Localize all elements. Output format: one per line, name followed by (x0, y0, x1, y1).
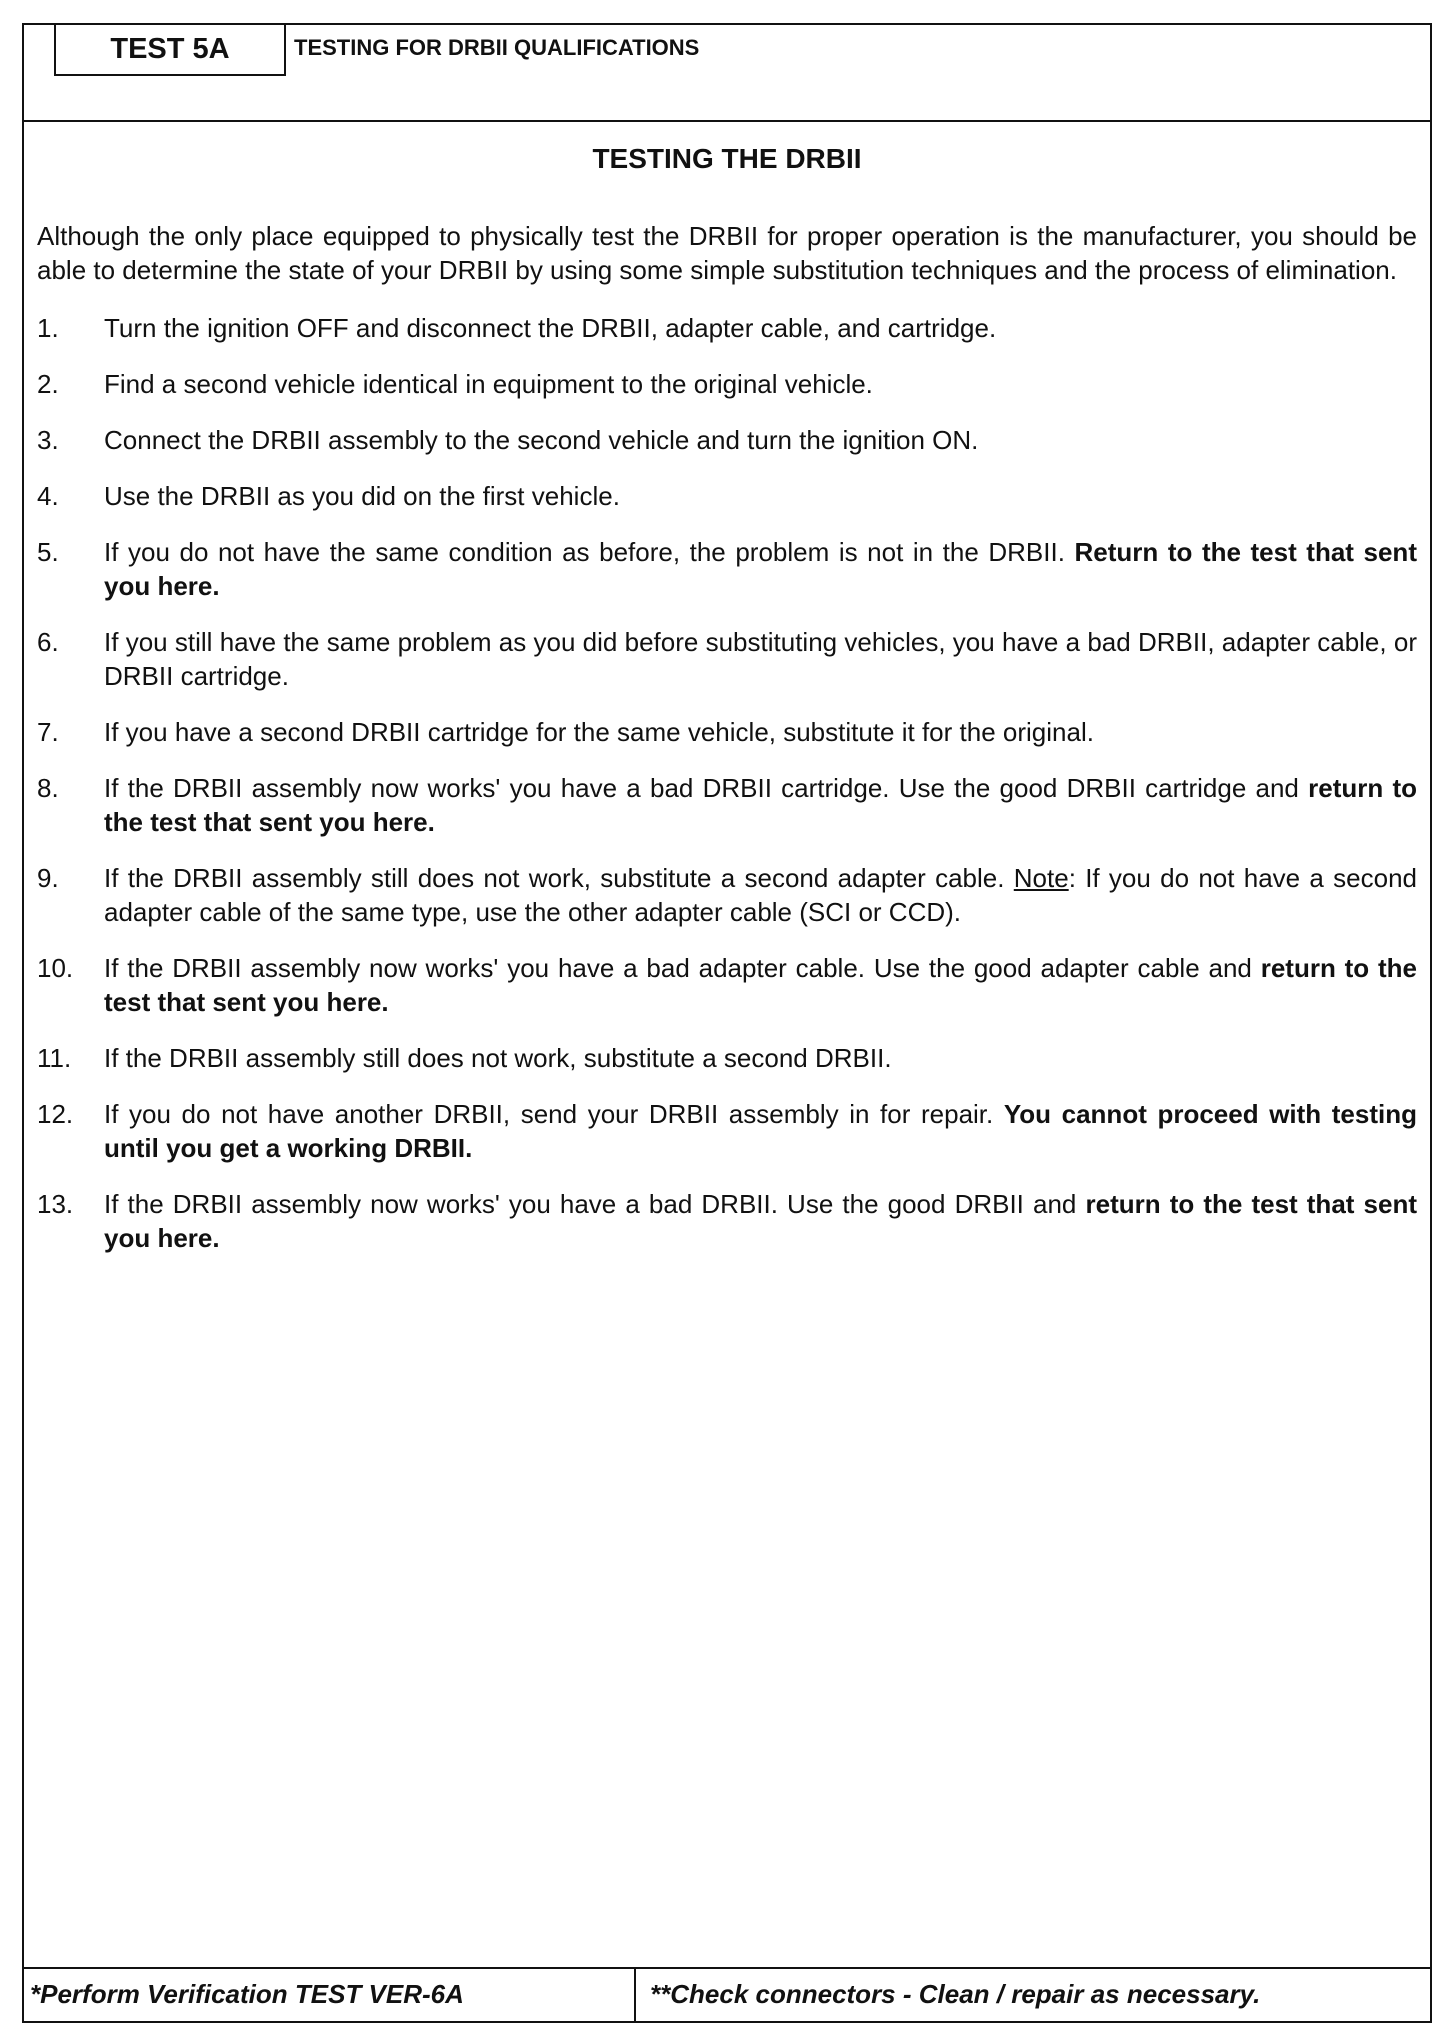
document-body (37, 219, 1417, 1277)
step-text: If you still have the same problem as you did before substituting vehicles, you have a bad DRBII, adapter cable, or DRBII cartridge. (104, 627, 1417, 691)
step-text: Turn the ignition OFF and disconnect the DRBII, adapter cable, and cartridge. (104, 313, 997, 343)
list-item (37, 861, 1417, 929)
step-text: If the DRBII assembly now works' you have a bad DRBII. Use the good DRBII and return to the test that sent you here. (104, 1189, 1417, 1253)
intro-paragraph: Although the only place equipped to physically test the DRBII for proper operation is the manufacturer, you should be able to determine the state of your DRBII by using some simple substitution techniques and the process of elimination. (37, 221, 1417, 285)
step-number: 6. (37, 627, 59, 657)
list-item (37, 771, 1417, 839)
step-text: Connect the DRBII assembly to the second vehicle and turn the ignition ON. (104, 425, 979, 455)
step-text: If the DRBII assembly still does not work, substitute a second DRBII. (104, 1043, 892, 1073)
step-text: If the DRBII assembly now works' you have a bad DRBII cartridge. Use the good DRBII cartridge and return to the test that sent you here. (104, 773, 1417, 837)
test-title: TESTING FOR DRBII QUALIFICATIONS (294, 35, 700, 60)
list-item (37, 951, 1417, 1019)
list-item (37, 535, 1417, 603)
test-id-box: TEST 5A (54, 25, 286, 76)
document-frame (22, 23, 1432, 2023)
step-text: If you have a second DRBII cartridge for the same vehicle, substitute it for the original. (104, 717, 1094, 747)
list-item (37, 423, 1417, 457)
step-number: 9. (37, 863, 59, 893)
step-text: Use the DRBII as you did on the first vehicle. (104, 481, 620, 511)
step-instruction-bold: return to the test that sent you here. (104, 953, 1417, 1017)
step-number: 5. (37, 537, 59, 567)
footer-verification-note: *Perform Verification TEST VER-6A (24, 1969, 636, 2021)
footer-connector-note: **Check connectors - Clean / repair as necessary. (650, 1979, 1261, 2009)
list-item (37, 1097, 1417, 1165)
step-number: 11. (37, 1043, 72, 1073)
steps-list (37, 311, 1417, 1255)
step-instruction-bold: You cannot proceed with testing until you get a working DRBII. (104, 1099, 1417, 1163)
footer (24, 1967, 1430, 2021)
section-heading: TESTING THE DRBII (592, 143, 862, 174)
note-text: : If you do not have a second adapter cable of the same type, use the other adapter cable (SCI or CCD). (104, 863, 1417, 927)
list-item (37, 715, 1417, 749)
step-text: Find a second vehicle identical in equipment to the original vehicle. (104, 369, 873, 399)
step-number: 2. (37, 369, 59, 399)
step-number: 12. (37, 1099, 74, 1129)
step-number: 1. (37, 313, 59, 343)
step-number: 13. (37, 1189, 74, 1219)
list-item (37, 311, 1417, 345)
step-text: If the DRBII assembly still does not work, substitute a second adapter cable. Note: If you do not have a second adapter cable of the same type, use the other adapter cable (SCI or CCD). (104, 863, 1417, 927)
step-text: If you do not have another DRBII, send your DRBII assembly in for repair. You cannot proceed with testing until you get a working DRBII. (104, 1099, 1417, 1163)
step-instruction-bold: return to the test that sent you here. (104, 773, 1417, 837)
step-instruction-bold: return to the test that sent you here. (104, 1189, 1417, 1253)
step-number: 4. (37, 481, 59, 511)
header-divider (24, 120, 1430, 122)
step-number: 8. (37, 773, 59, 803)
step-number: 3. (37, 425, 59, 455)
step-text: If the DRBII assembly now works' you have a bad adapter cable. Use the good adapter cable and return to the test that sent you here. (104, 953, 1417, 1017)
list-item (37, 1041, 1417, 1075)
list-item (37, 1187, 1417, 1255)
list-item (37, 625, 1417, 693)
step-number: 7. (37, 717, 59, 747)
list-item (37, 367, 1417, 401)
list-item (37, 479, 1417, 513)
step-instruction-bold: Return to the test that sent you here. (104, 537, 1417, 601)
step-text: If you do not have the same condition as before, the problem is not in the DRBII. Return to the test that sent you here. (104, 537, 1417, 601)
note-label: Note (1013, 863, 1069, 893)
step-number: 10. (37, 953, 74, 983)
